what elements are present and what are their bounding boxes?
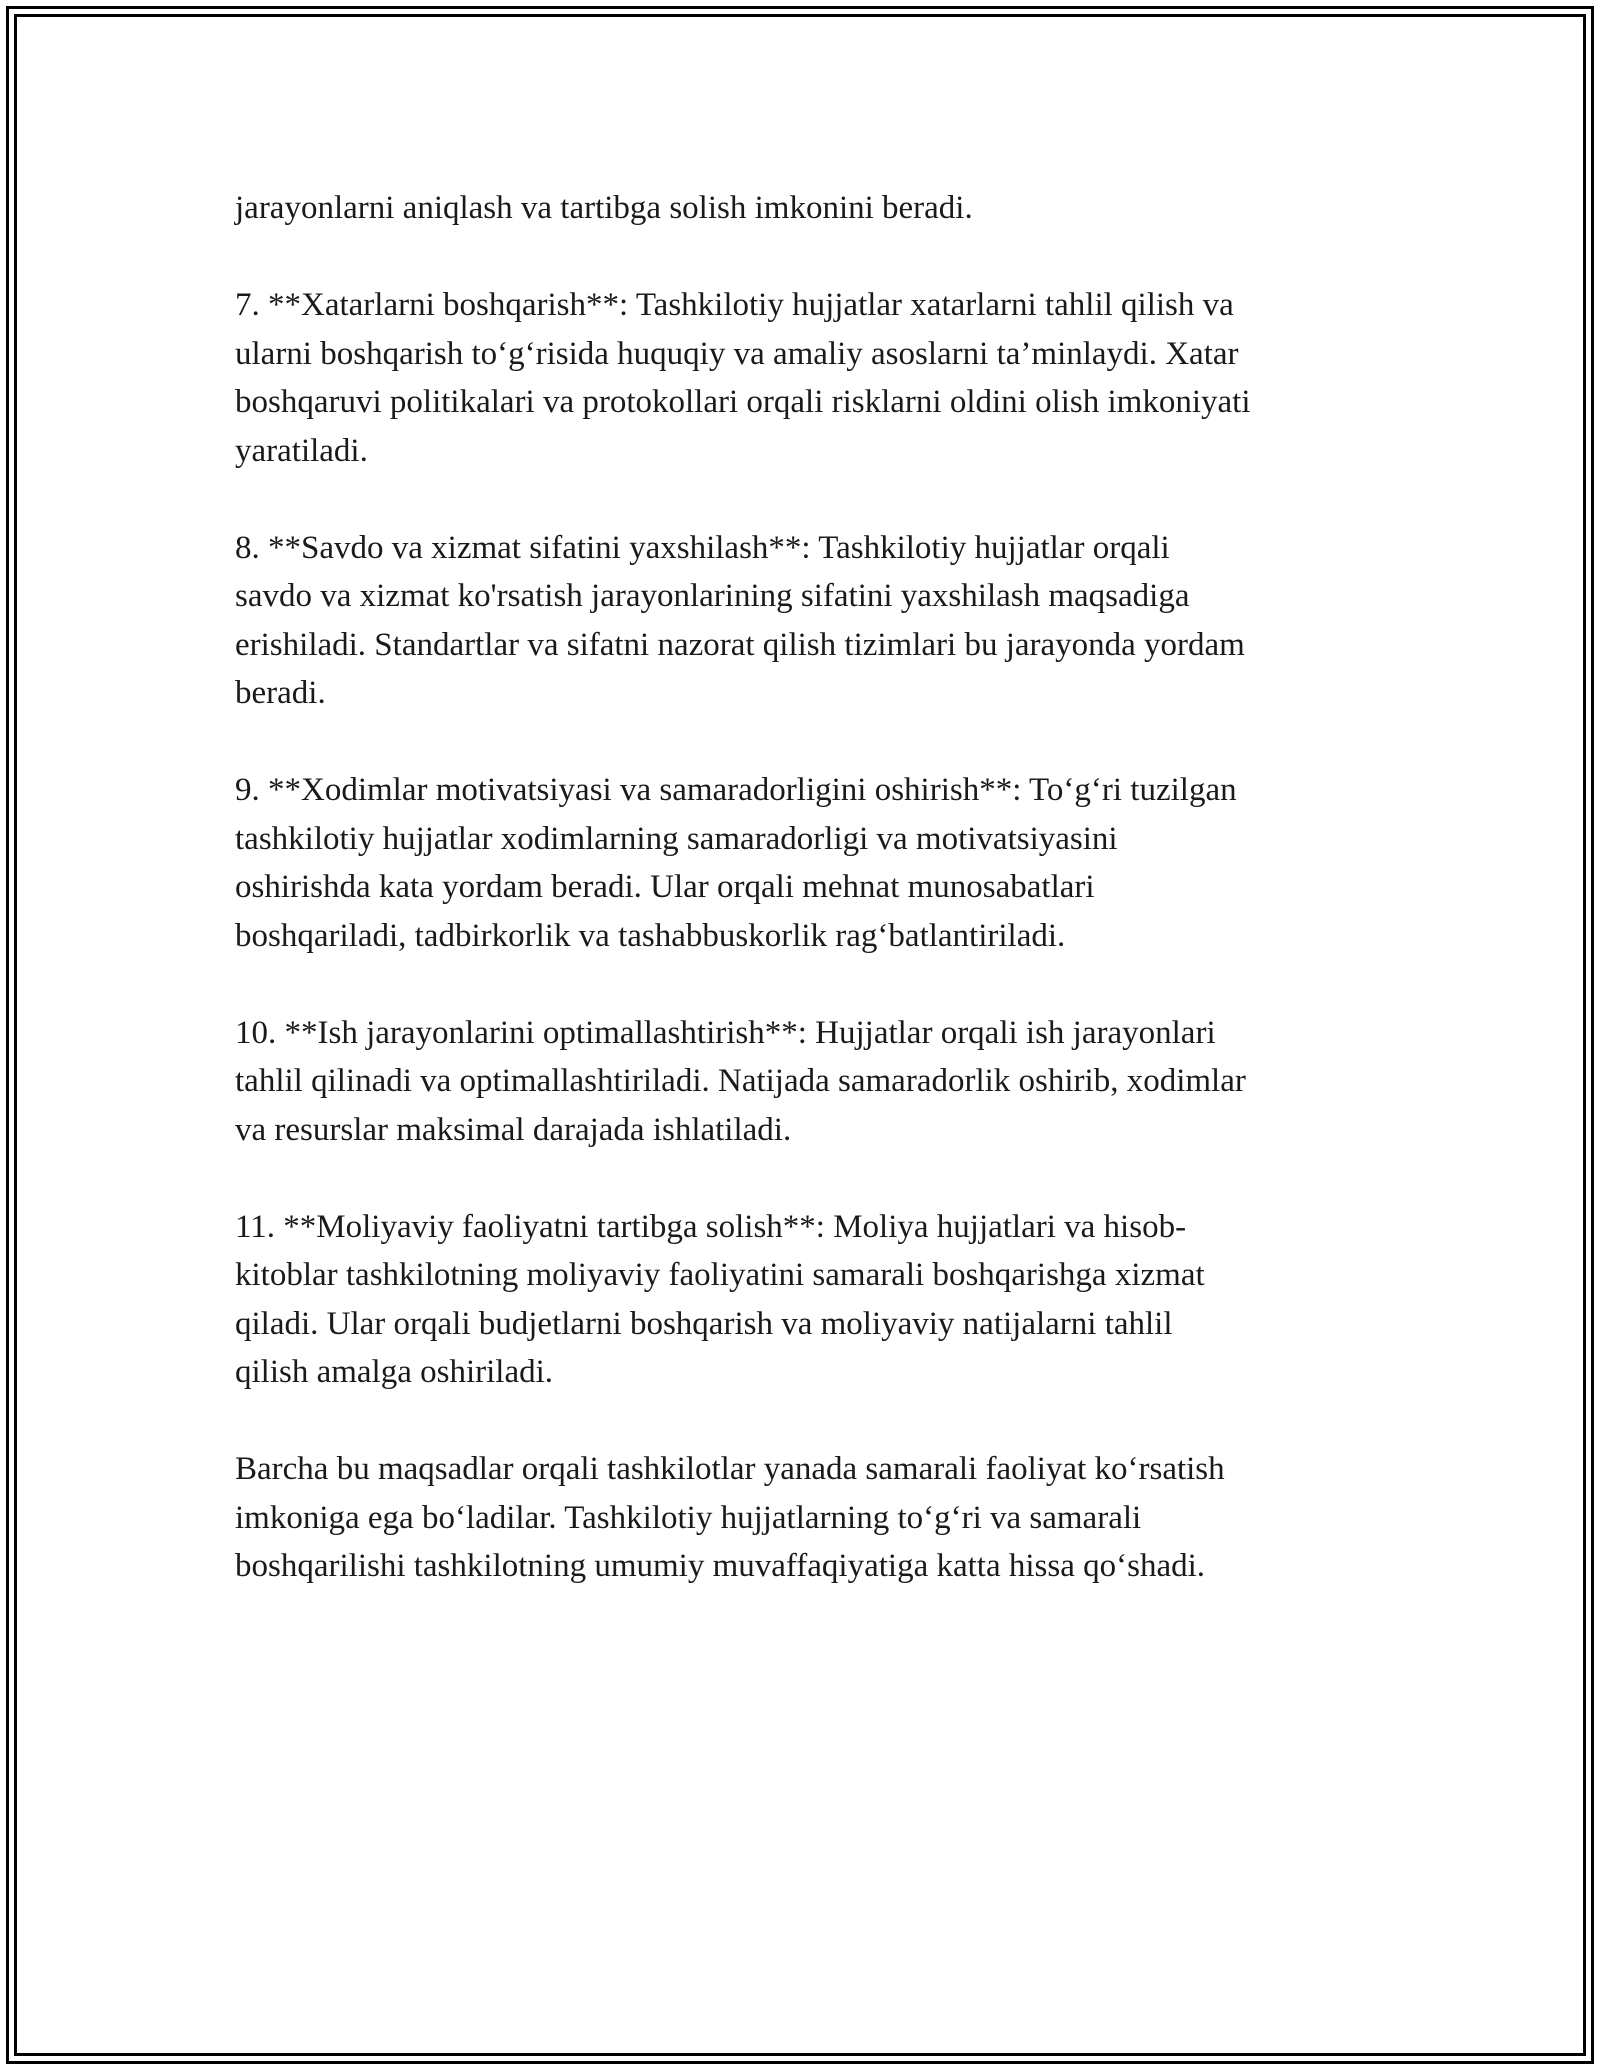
text-line: tahlil qilinadi va optimallashtiriladi. Natijada samaradorlik oshirib, xodimlar — [235, 1063, 1246, 1099]
paragraph-item-7 — [235, 281, 1385, 475]
text-line: oshirishda kata yordam beradi. Ular orqali mehnat munosabatlari — [235, 869, 1095, 905]
text-line: 11. **Moliyaviy faoliyatni tartibga solish**: Moliya hujjatlari va hisob- — [235, 1208, 1187, 1245]
text-line: qilish amalga oshiriladi. — [235, 1354, 554, 1390]
text-line: tashkilotiy hujjatlar xodimlarning samaradorligi va motivatsiyasini — [235, 820, 1118, 857]
paragraph-item-9 — [235, 766, 1385, 960]
paragraph-item-10 — [235, 1009, 1385, 1155]
text-line: boshqariladi, tadbirkorlik va tashabbuskorlik rag‘batlantiriladi. — [235, 917, 1066, 954]
text-line: beradi. — [235, 675, 326, 711]
text-line: va resurslar maksimal darajada ishlatiladi. — [235, 1111, 792, 1148]
text-line: erishiladi. Standartlar va sifatni nazorat qilish tizimlari bu jarayonda yordam — [235, 626, 1245, 663]
paragraph-conclusion — [235, 1445, 1385, 1591]
text-line: boshqaruvi politikalari va protokollari orqali risklarni oldini olish imkoniyati — [235, 384, 1251, 420]
text-line: 9. **Xodimlar motivatsiyasi va samaradorligini oshirish**: To‘g‘ri tuzilgan — [235, 772, 1237, 808]
text-line: 10. **Ish jarayonlarini optimallashtirish**: Hujjatlar orqali ish jarayonlari — [235, 1014, 1216, 1051]
text-line: savdo va xizmat ko'rsatish jarayonlarining sifatini yaxshilash maqsadiga — [235, 578, 1190, 614]
text-line: jarayonlarni aniqlash va tartibga solish imkonini beradi. — [235, 190, 973, 226]
text-line: 7. **Xatarlarni boshqarish**: Tashkilotiy hujjatlar xatarlarni tahlil qilish va — [235, 287, 1234, 323]
paragraph-item-8 — [235, 524, 1385, 718]
text-line: kitoblar tashkilotning moliyaviy faoliyatini samarali boshqarishga xizmat — [235, 1257, 1205, 1293]
document-body — [235, 184, 1385, 1639]
text-line: boshqarilishi tashkilotning umumiy muvaffaqiyatiga katta hissa qo‘shadi. — [235, 1548, 1206, 1584]
text-line: ularni boshqarish to‘g‘risida huquqiy va amaliy asoslarni ta’minlaydi. Xatar — [235, 335, 1239, 372]
paragraph-item-11 — [235, 1203, 1385, 1397]
text-line: qiladi. Ular orqali budjetlarni boshqarish va moliyaviy natijalarni tahlil — [235, 1305, 1173, 1342]
text-line: Barcha bu maqsadlar orqali tashkilotlar yanada samarali faoliyat ko‘rsatish — [235, 1451, 1225, 1487]
text-line: imkoniga ega bo‘ladilar. Tashkilotiy hujjatlarning to‘g‘ri va samarali — [235, 1499, 1142, 1536]
text-line: yaratiladi. — [235, 432, 368, 469]
text-line: 8. **Savdo va xizmat sifatini yaxshilash**: Tashkilotiy hujjatlar orqali — [235, 529, 1170, 566]
paragraph-continuation — [235, 184, 1385, 233]
